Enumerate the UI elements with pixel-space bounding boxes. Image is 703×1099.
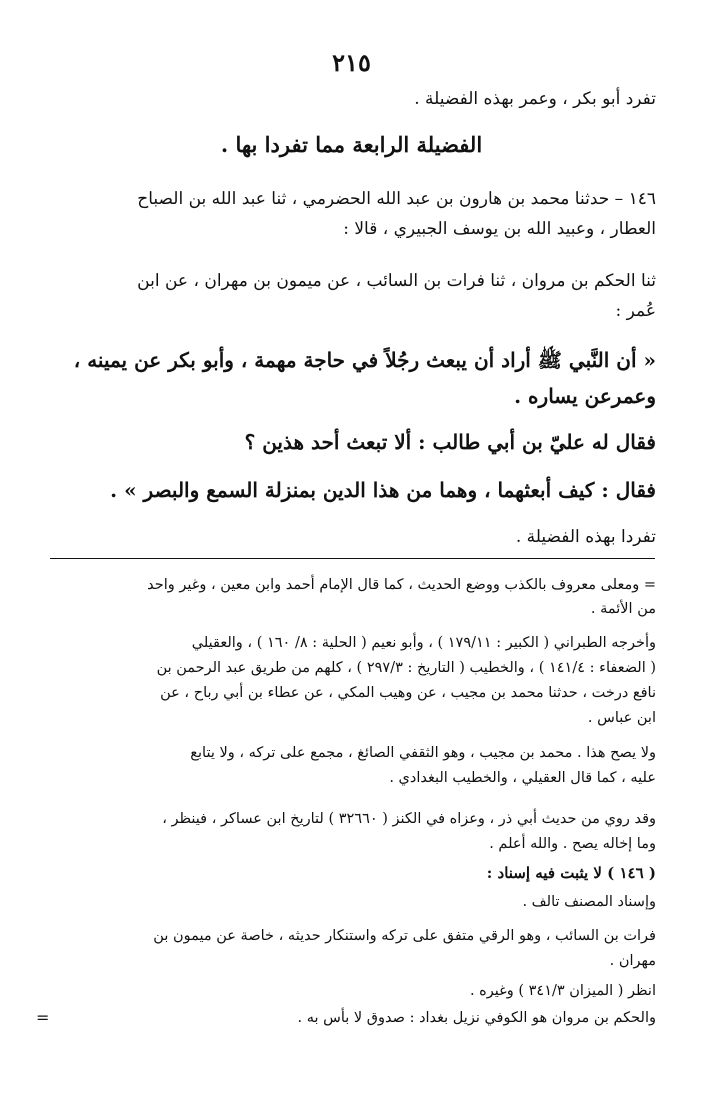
hadith-line: « أن النَّبي ﷺ أراد أن يبعث رجُلاً في حاجة مهمة ، وأبو بكر عن يمينه ،: [73, 348, 656, 372]
footnote-line: وقد روي من حديث أبي ذر ، وعزاه في الكنز ( ٣٢٦٦٠ ) لتاريخ ابن عساكر ، فينظر ،: [162, 811, 656, 827]
footnote-line: وأخرجه الطبراني ( الكبير : ١٧٩/١١ ) ، وأبو نعيم ( الحلية : ٨/ ١٦٠ ) ، والعقيلي: [191, 635, 656, 651]
section-heading: الفضيلة الرابعة مما تفردا بها .: [220, 132, 483, 157]
footnote-note-line: انظر ( الميزان ٣٤١/٣ ) وغيره .: [469, 983, 656, 999]
isnad-line: ١٤٦ – حدثنا محمد بن هارون بن عبد الله الحضرمي ، ثنا عبد الله بن الصباح: [137, 189, 656, 209]
page-number: ٢١٥: [332, 48, 371, 77]
hadith-line: فقال : كيف أبعثهما ، وهما من هذا الدين بمنزلة السمع والبصر » .: [110, 478, 656, 502]
footnote-line: ولا يصح هذا . محمد بن مجيب ، وهو الثقفي الصائغ ، مجمع على تركه ، ولا يتابع: [190, 745, 656, 761]
continuation-mark: =: [36, 1008, 50, 1027]
footnote-note-line: والحكم بن مروان هو الكوفي نزيل بغداد : صدوق لا بأس به .: [297, 1010, 656, 1026]
hadith-line: وعمرعن يساره .: [514, 384, 656, 408]
footnote-note-line: فرات بن السائب ، وهو الرقي متفق على تركه واستنكار حديثه ، خاصة عن ميمون بن: [153, 928, 656, 944]
isnad-line: عُمر :: [615, 301, 656, 321]
footnote-line: = ومعلى معروف بالكذب ووضع الحديث ، كما قال الإمام أحمد وابن معين ، وغير واحد: [147, 577, 656, 593]
isnad-line: العطار ، وعبيد الله بن يوسف الجبيري ، قالا :: [343, 219, 656, 239]
closing-line: تفردا بهذه الفضيلة .: [515, 527, 656, 547]
isnad-line: ثنا الحكم بن مروان ، ثنا فرات بن السائب ، عن ميمون بن مهران ، عن ابن: [137, 271, 656, 291]
intro-line: تفرد أبو بكر ، وعمر بهذه الفضيلة .: [414, 89, 656, 109]
footnote-divider: [50, 558, 655, 559]
footnote-line: عليه ، كما قال العقيلي ، والخطيب البغدادي .: [389, 770, 656, 786]
footnote-line: ( الضعفاء : ١٤١/٤ ) ، والخطيب ( التاريخ : ٢٩٧/٣ ) ، كلهم من طريق عبد الرحمن بن: [156, 660, 656, 676]
footnote-line: نافع درخت ، حدثنا محمد بن مجيب ، عن وهيب المكي ، عن عطاء بن أبي رباح ، عن: [160, 685, 656, 701]
hadith-line: فقال له عليّ بن أبي طالب : ألا تبعث أحد هذين ؟: [244, 430, 656, 454]
footnote-note-line: وإسناد المصنف تالف .: [522, 894, 656, 910]
footnote-note-title: ( ١٤٦ ) لا يثبت فيه إسناد :: [486, 864, 656, 882]
footnote-line: ابن عباس .: [587, 710, 656, 726]
footnote-line: وما إخاله يصح . والله أعلم .: [489, 836, 656, 852]
footnote-line: من الأئمة .: [590, 601, 656, 617]
footnote-note-line: مهران .: [609, 953, 656, 969]
